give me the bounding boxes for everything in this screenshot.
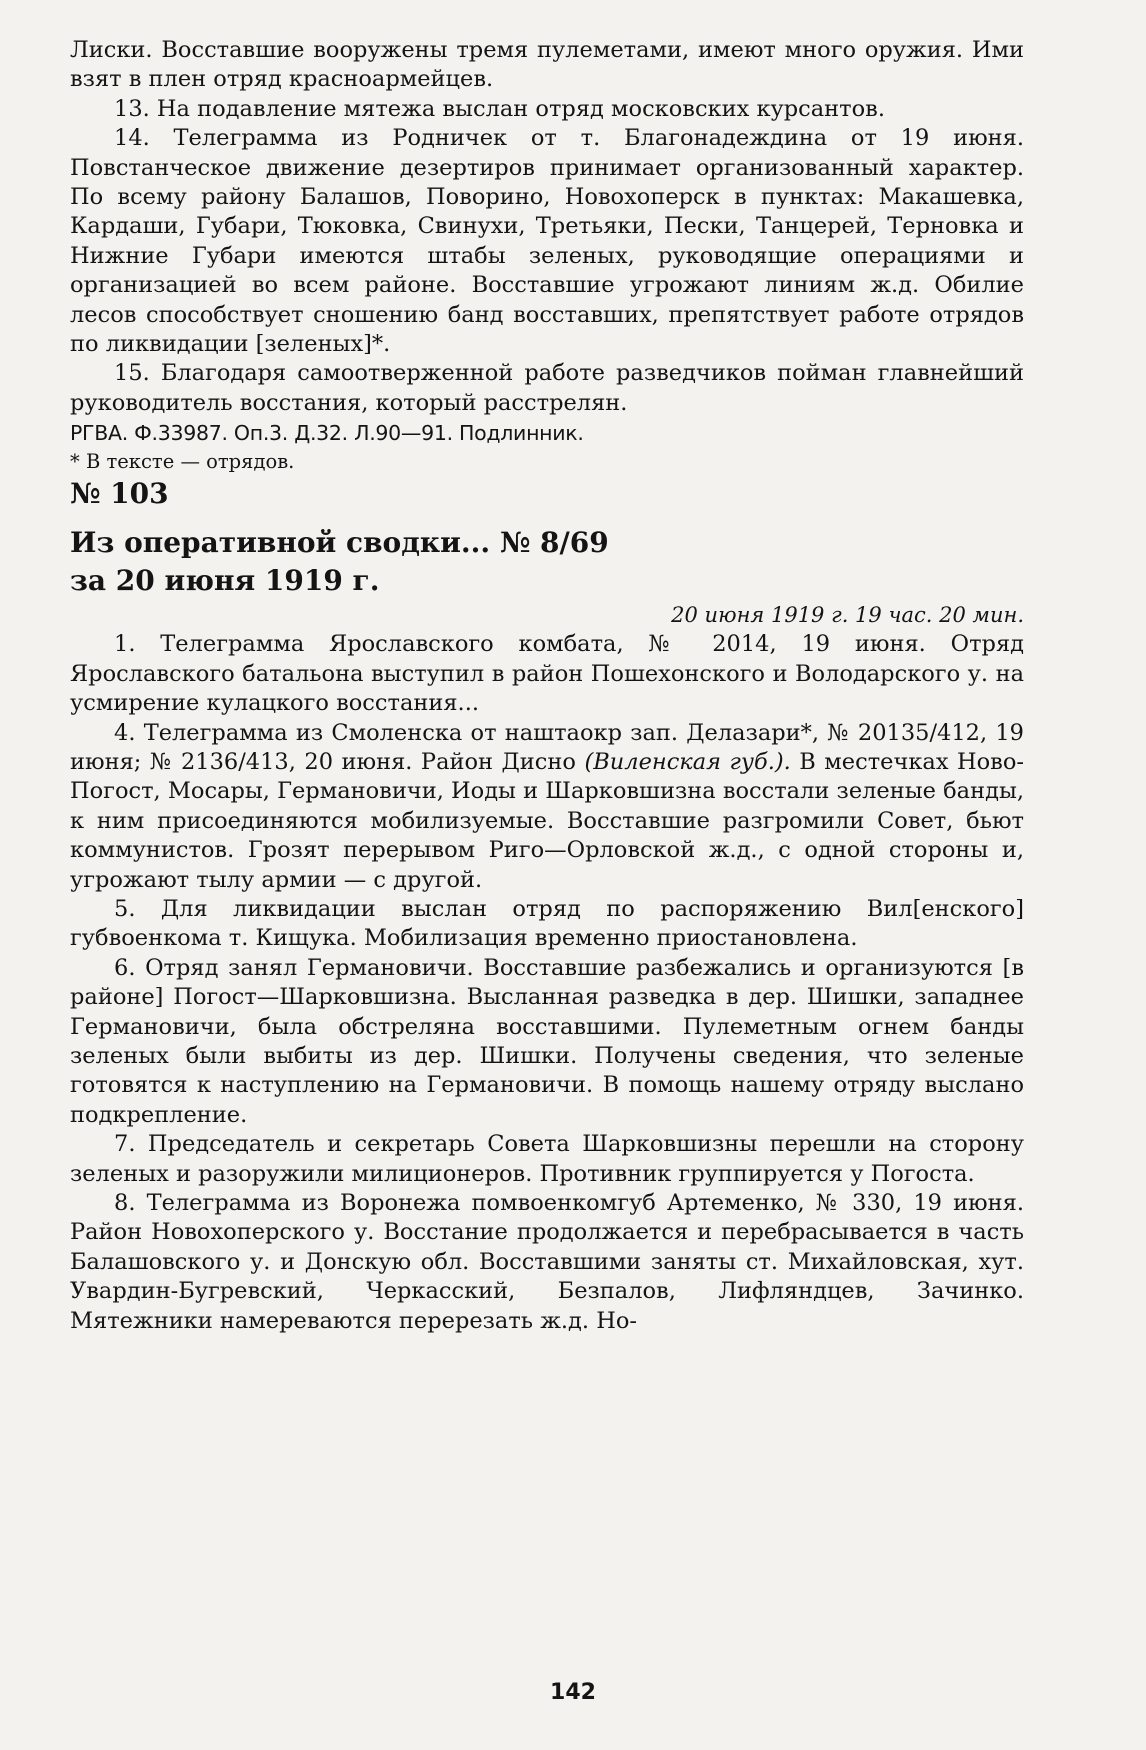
document-title-line-1: Из оперативной сводки... № 8/69 bbox=[70, 526, 609, 560]
paragraph-5: 5. Для ликвидации выслан отряд по распоряжению Вил[енского] губвоенкома т. Кищука. Мобилизация временно приостановлена. bbox=[70, 895, 1024, 952]
text-column bbox=[70, 36, 1024, 1336]
document-title-line-2: за 20 июня 1919 г. bbox=[70, 564, 380, 598]
paragraph-4 bbox=[70, 719, 1024, 895]
document-dateline: 20 июня 1919 г. 19 час. 20 мин. bbox=[671, 603, 1024, 628]
paragraph-14: 14. Телеграмма из Родничек от т. Благонадеждина от 19 июня. Повстанческое движение дезертиров принимает организованный характер. По всему району Балашов, Поворино, Новохоперск в пунктах: Макашевка, Кардаши, Губари, Тюковка, Свинухи, Третьяки, Пески, Танцерей, Терновка и Нижние Губари имеются штабы зеленых, руководящие операциями и организацией во всем районе. Восставшие угрожают линиям ж.д. Обилие лесов способствует сношению банд восставших, препятствует работе отрядов по ликвидации [зеленых]*. bbox=[70, 125, 1024, 358]
paragraph-15: 15. Благодаря самоотверженной работе разведчиков пойман главнейший руководитель восстания, который расстрелян. bbox=[70, 360, 1024, 416]
paragraph-12-continuation: Лиски. Восставшие вооружены тремя пулеметами, имеют много оружия. Ими взят в плен отряд красноармейцев. bbox=[70, 37, 1024, 93]
archive-source: РГВА. Ф.33987. Оп.3. Д.32. Л.90—91. Подлинник. bbox=[70, 421, 584, 446]
paragraph-6: 6. Отряд занял Германовичи. Восставшие разбежались и организуются [в районе] Погост—Шарковшизна. Высланная разведка в дер. Шишки, западнее Германовичи, была обстреляна восставшими. Пулеметным огнем банды зеленых были выбиты из дер. Шишки. Получены сведения, что зеленые готовятся к наступлению на Германовичи. В помощь нашему отряду выслано подкрепление. bbox=[70, 954, 1024, 1128]
paragraph-8: 8. Телеграмма из Воронежа помвоенкомгуб Артеменко, № 330, 19 июня. Район Новохоперского у. Восстание продолжается и перебрасывается в часть Балашовского у. и Донскую обл. Восставшими заняты ст. Михайловская, хут. Увардин-Бугревский, Черкасский, Безпалов, Лифляндцев, Зачинко. Мятежники намереваются перерезать ж.д. Но- bbox=[70, 1190, 1024, 1334]
paragraph-1: 1. Телеграмма Ярославского комбата, № 2014, 19 июня. Отряд Ярославского батальона выступил в район Пошехонского и Володарского у. на усмирение кулацкого восстания... bbox=[70, 631, 1024, 717]
paragraph-7: 7. Председатель и секретарь Совета Шарковшизны перешли на сторону зеленых и разоружили милиционеров. Противник группируется у Погоста. bbox=[70, 1131, 1024, 1187]
document-title bbox=[70, 524, 1024, 600]
footnote: * В тексте — отрядов. bbox=[70, 450, 295, 474]
paragraph-4-start: 4. Телеграмма из Смоленска от наштаокр зап. Делазари*, № 20135/412, 19 июня; № 2136/413, 20 июня. Район Дисно bbox=[70, 719, 1024, 775]
page-number: 142 bbox=[550, 1680, 596, 1705]
paragraph-4-end: В местечках Ново-Погост, Мосары, Германовичи, Иоды и Шарковшизна восстали зеленые банды, к ним присоединяются мобилизуемые. Восставшие разгромили Совет, бьют коммунистов. Грозят перерывом Риго—Орловской ж.д., с одной стороны и, угрожают тылу армии — с другой. bbox=[70, 748, 1024, 893]
paragraph-4-italic: (Виленская губ.). bbox=[584, 748, 791, 775]
paragraph-13: 13. На подавление мятежа выслан отряд московских курсантов. bbox=[114, 95, 885, 122]
document-number: № 103 bbox=[70, 477, 169, 511]
